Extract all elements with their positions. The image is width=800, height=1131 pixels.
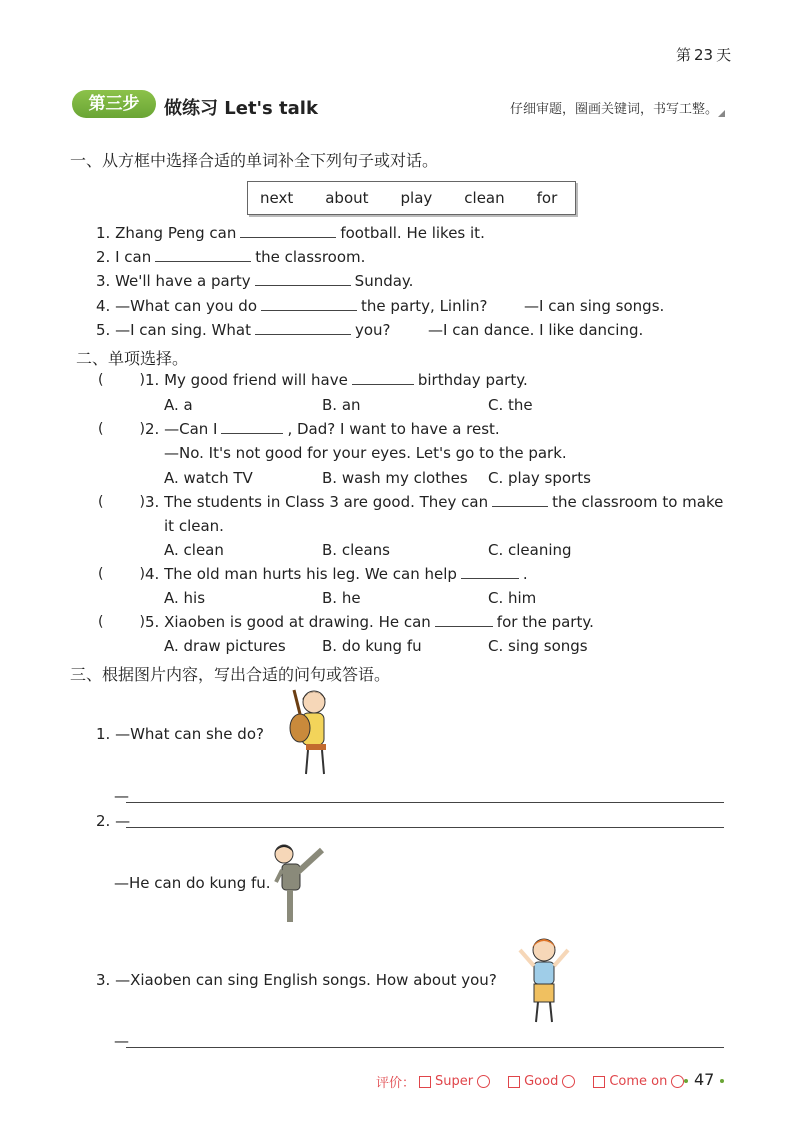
option-a: A. clean [164, 541, 224, 559]
girl-playing-pipa-illustration [280, 686, 340, 778]
question-number: 5. [145, 613, 160, 631]
paren-close: ) [139, 421, 145, 437]
answer-blank [492, 506, 548, 507]
step-badge: 第三步 [72, 90, 156, 118]
option-a: A. a [164, 396, 193, 414]
answer-paren[interactable] [98, 372, 145, 388]
day-label [676, 44, 731, 65]
option-b: B. cleans [322, 541, 390, 559]
good-label: Good [524, 1074, 559, 1089]
question-number: 1. [145, 371, 160, 389]
question-text: the classroom to make [552, 493, 724, 511]
picture-question-1: 1. —What can she do? [96, 725, 264, 743]
question-text: The old man hurts his leg. We can help [164, 565, 457, 583]
section3-heading: 三、根据图片内容，写出合适的问句或答语。 [70, 665, 391, 684]
answer-paren[interactable] [98, 614, 145, 630]
option-c: C. cleaning [488, 541, 572, 559]
picture-question-2-number: 2. — [96, 812, 131, 830]
dot-icon [684, 1079, 688, 1083]
word-option: next [260, 189, 294, 207]
question-text: The students in Class 3 are good. They can [164, 493, 489, 511]
picture-question-3: 3. —Xiaoben can sing English songs. How about you? [96, 971, 497, 989]
day-prefix: 第 [676, 46, 692, 64]
step-subtitle: 仔细审题，圈画关键词，书写工整。 [510, 102, 719, 117]
question-text: My good friend will have [164, 371, 348, 389]
answer-blank [352, 384, 414, 385]
option-b: B. an [322, 396, 361, 414]
option-c: C. sing songs [488, 637, 588, 655]
word-option: about [325, 189, 369, 207]
paren-open: ( [98, 566, 104, 582]
answer-blank[interactable] [155, 261, 251, 262]
option-b: B. he [322, 589, 361, 607]
evaluation-bar [376, 1072, 684, 1091]
question-4 [145, 565, 528, 583]
come-on-checkbox[interactable] [593, 1076, 605, 1088]
question-3-cont: it clean. [164, 517, 224, 535]
question-number: 4. [145, 565, 160, 583]
item-text: 1. Zhang Peng can [96, 224, 237, 242]
xiaoben-singing-illustration [512, 934, 576, 1026]
question-2-extra: —No. It's not good for your eyes. Let's go to the park. [164, 444, 567, 462]
word-box [247, 181, 576, 215]
option-b: B. do kung fu [322, 637, 422, 655]
paren-open: ( [98, 614, 104, 630]
option-a: A. watch TV [164, 469, 253, 487]
day-number: 23 [694, 46, 714, 64]
option-a: A. draw pictures [164, 637, 286, 655]
boy-doing-kung-fu-illustration [270, 842, 336, 924]
item-text: 4. —What can you do [96, 297, 258, 315]
question-text: —Can I [164, 420, 218, 438]
corner-triangle-icon [718, 110, 725, 117]
picture-answer-2: —He can do kung fu. [114, 874, 271, 892]
item-text: you? [354, 321, 391, 339]
section2-heading: 二、单项选择。 [76, 349, 189, 368]
smile-icon [562, 1075, 575, 1088]
paren-close: ) [139, 494, 145, 510]
come-on-label: Come on [609, 1074, 668, 1089]
fill-item-5 [96, 321, 390, 339]
answer-blank [435, 626, 493, 627]
day-suffix: 天 [716, 46, 732, 64]
page-number-text: 47 [694, 1070, 715, 1089]
question-3 [145, 493, 723, 511]
fill-item-3 [96, 272, 413, 290]
answer-line-1[interactable] [126, 802, 724, 803]
fill-item-4 [96, 297, 487, 315]
item-text: Sunday. [354, 272, 414, 290]
item-text: 5. —I can sing. What [96, 321, 251, 339]
item-text: the party, Linlin? [361, 297, 488, 315]
step-title: 做练习 Let's talk [164, 98, 318, 119]
fill-item-5-reply: —I can dance. I like dancing. [428, 321, 644, 339]
option-c: C. play sports [488, 469, 591, 487]
super-label: Super [435, 1074, 474, 1089]
option-b: B. wash my clothes [322, 469, 468, 487]
item-text: the classroom. [255, 248, 366, 266]
answer-paren[interactable] [98, 566, 145, 582]
question-1 [145, 371, 528, 389]
question-text: , Dad? I want to have a rest. [287, 420, 500, 438]
answer-dash-1: — [114, 787, 129, 805]
fill-item-4-reply: —I can sing songs. [524, 297, 665, 315]
answer-blank [461, 578, 519, 579]
option-c: C. him [488, 589, 537, 607]
answer-blank [221, 433, 283, 434]
answer-dash-3: — [114, 1032, 129, 1050]
word-option: play [400, 189, 433, 207]
question-5 [145, 613, 594, 631]
paren-open: ( [98, 421, 104, 437]
item-text: 2. I can [96, 248, 152, 266]
paren-open: ( [98, 494, 104, 510]
question-text: birthday party. [417, 371, 528, 389]
question-text: . [522, 565, 528, 583]
good-checkbox[interactable] [508, 1076, 520, 1088]
word-option: clean [464, 189, 505, 207]
answer-blank[interactable] [255, 334, 351, 335]
answer-line-2[interactable] [126, 827, 724, 828]
page-number [678, 1070, 730, 1089]
fill-item-1 [96, 224, 485, 242]
option-c: C. the [488, 396, 533, 414]
answer-blank[interactable] [240, 237, 336, 238]
option-a: A. his [164, 589, 206, 607]
paren-close: ) [139, 614, 145, 630]
answer-blank[interactable] [255, 285, 351, 286]
smile-icon [477, 1075, 490, 1088]
dot-icon [720, 1079, 724, 1083]
question-2 [145, 420, 500, 438]
answer-paren[interactable] [98, 494, 145, 510]
paren-close: ) [139, 372, 145, 388]
paren-close: ) [139, 566, 145, 582]
answer-line-3[interactable] [126, 1047, 724, 1048]
evaluation-label: 评价： [376, 1076, 416, 1091]
fill-item-2 [96, 248, 365, 266]
item-text: football. He likes it. [340, 224, 485, 242]
super-checkbox[interactable] [419, 1076, 431, 1088]
question-number: 2. [145, 420, 160, 438]
paren-open: ( [98, 372, 104, 388]
question-text: Xiaoben is good at drawing. He can [164, 613, 431, 631]
question-number: 3. [145, 493, 160, 511]
item-text: 3. We'll have a party [96, 272, 251, 290]
answer-paren[interactable] [98, 421, 145, 437]
word-option: for [536, 189, 558, 207]
question-text: for the party. [496, 613, 594, 631]
answer-blank[interactable] [261, 310, 357, 311]
section1-heading: 一、从方框中选择合适的单词补全下列句子或对话。 [70, 151, 439, 170]
